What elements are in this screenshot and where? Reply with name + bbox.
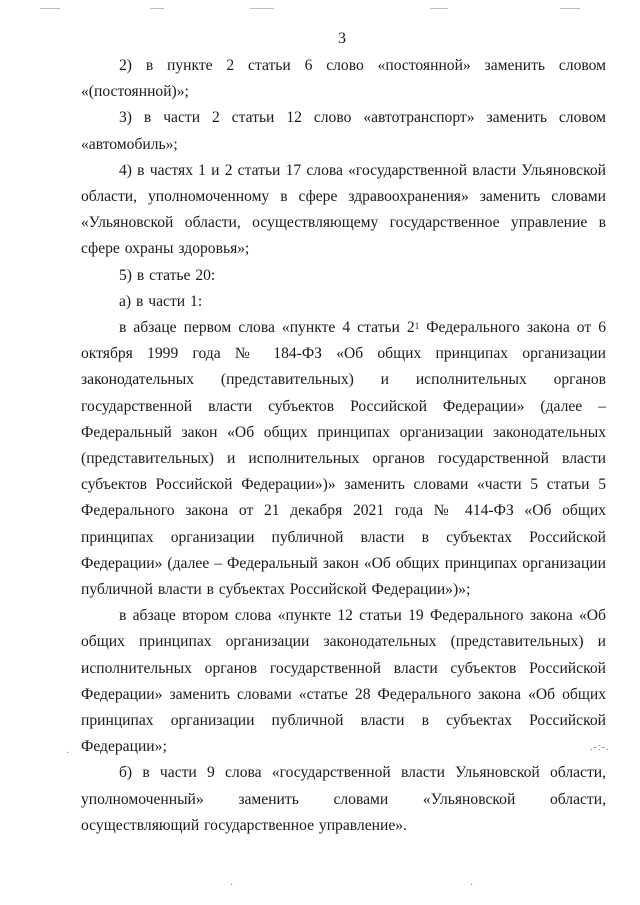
scan-edge-line bbox=[250, 8, 274, 9]
paragraph-second-abzac: в абзаце втором слова «пункте 12 статьи 19 Федерального закона «Об общих принципах организации законодательных (представительных) и исполнительных органов государственной власти субъектов Российской Федерации» заменить словами «статье 28 Федерального закона «Об общих принципах организации публичной власти в субъектах Российской Федерации»; bbox=[81, 607, 606, 756]
scan-edge-line bbox=[430, 8, 448, 9]
first-abzac-text-after: Федерального закона от 6 октября 1999 года № 184-ФЗ «Об общих принципах организации законодательных (представительных) и исполнительных органов государственной власти субъектов Российской Федерации» (далее – Федеральный закон «Об общих принципах организации законодательных (представительных) и исполнительных органов государственной власти субъектов Российской Федерации»)» заменить словами «части 5 статьи 5 Федерального закона от 21 декабря 2021 года № 414-ФЗ «Об общих принципах организации публичной власти в субъектах Российской Федерации» (далее – Федеральный закон «Об общих принципах организации публичной власти в субъектах Российской Федерации»)»; bbox=[81, 319, 606, 599]
paragraph-item-4: 4) в частях 1 и 2 статьи 17 слова «государственной власти Ульяновской области, уполномоченному в сфере здравоохранения» заменить словами «Ульяновской области, осуществляющему государственное управление в сфере охраны здоровья»; bbox=[81, 161, 606, 258]
paragraph-item-5: 5) в статье 20: bbox=[119, 266, 216, 284]
scan-artifact: .-:-. bbox=[590, 742, 610, 753]
scan-artifact: · bbox=[66, 748, 71, 759]
paragraph-first-abzac bbox=[81, 315, 606, 603]
scan-edge-line bbox=[150, 8, 164, 9]
page-number: 3 bbox=[338, 30, 346, 47]
scan-artifact: · bbox=[470, 880, 475, 891]
scan-edge-line bbox=[560, 8, 580, 9]
document-body bbox=[81, 53, 606, 839]
paragraph-item-2: 2) в пункте 2 статьи 6 слово «постоянной» заменить словом «(постоянной)»; bbox=[81, 57, 606, 101]
paragraph-item-3: 3) в части 2 статьи 12 слово «автотранспорт» заменить словом «автомобиль»; bbox=[81, 109, 606, 153]
scan-edge-line bbox=[40, 8, 60, 9]
paragraph-subitem-a: а) в части 1: bbox=[119, 292, 203, 310]
superscript-1: 1 bbox=[414, 321, 420, 332]
scan-artifact: · bbox=[230, 880, 235, 891]
first-abzac-text-before: в абзаце первом слова «пункте 4 статьи 2 bbox=[119, 319, 415, 337]
paragraph-subitem-b: б) в части 9 слова «государственной власти Ульяновской области, уполномоченный» заменить словами «Ульяновской области, осуществляющий государственное управление». bbox=[81, 764, 606, 834]
